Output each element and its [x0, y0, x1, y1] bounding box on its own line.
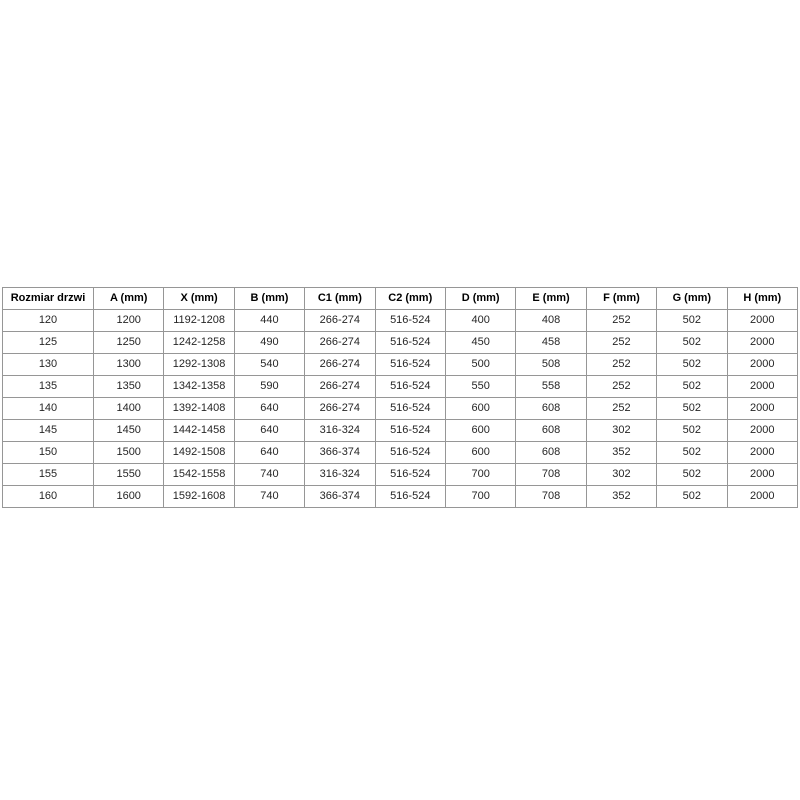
- table-cell: 608: [516, 398, 586, 420]
- table-cell: 1292-1308: [164, 354, 234, 376]
- table-cell: 1442-1458: [164, 420, 234, 442]
- table-cell: 1542-1558: [164, 464, 234, 486]
- table-cell: 540: [234, 354, 304, 376]
- table-cell: 450: [445, 332, 515, 354]
- table-cell: 516-524: [375, 398, 445, 420]
- table-cell: 516-524: [375, 486, 445, 508]
- table-cell: 150: [3, 442, 94, 464]
- column-header: F (mm): [586, 288, 656, 310]
- table-cell: 316-324: [305, 464, 375, 486]
- table-head: [3, 288, 798, 310]
- column-header: X (mm): [164, 288, 234, 310]
- table-cell: 266-274: [305, 332, 375, 354]
- table-row: [3, 332, 798, 354]
- table-cell: 2000: [727, 442, 797, 464]
- table-cell: 1592-1608: [164, 486, 234, 508]
- column-header: G (mm): [657, 288, 727, 310]
- table-cell: 1450: [94, 420, 164, 442]
- table-cell: 740: [234, 486, 304, 508]
- table-cell: 2000: [727, 486, 797, 508]
- table-cell: 252: [586, 354, 656, 376]
- table-cell: 352: [586, 442, 656, 464]
- table-cell: 155: [3, 464, 94, 486]
- column-header: C1 (mm): [305, 288, 375, 310]
- table-row: [3, 420, 798, 442]
- table-cell: 640: [234, 420, 304, 442]
- table-cell: 640: [234, 398, 304, 420]
- table-header-row: [3, 288, 798, 310]
- table-row: [3, 442, 798, 464]
- table-cell: 608: [516, 420, 586, 442]
- table-cell: 502: [657, 398, 727, 420]
- door-size-table: [2, 287, 798, 508]
- table-cell: 266-274: [305, 398, 375, 420]
- table-cell: 1550: [94, 464, 164, 486]
- table-cell: 502: [657, 486, 727, 508]
- table-cell: 2000: [727, 332, 797, 354]
- table-cell: 266-274: [305, 310, 375, 332]
- table-row: [3, 310, 798, 332]
- table-cell: 516-524: [375, 354, 445, 376]
- table-cell: 1400: [94, 398, 164, 420]
- table-cell: 700: [445, 464, 515, 486]
- table-cell: 302: [586, 420, 656, 442]
- table-cell: 135: [3, 376, 94, 398]
- table-cell: 440: [234, 310, 304, 332]
- table-cell: 502: [657, 420, 727, 442]
- table-cell: 558: [516, 376, 586, 398]
- table-cell: 302: [586, 464, 656, 486]
- table-cell: 502: [657, 310, 727, 332]
- table-cell: 130: [3, 354, 94, 376]
- table-cell: 145: [3, 420, 94, 442]
- table-cell: 125: [3, 332, 94, 354]
- table-cell: 1492-1508: [164, 442, 234, 464]
- column-header: Rozmiar drzwi: [3, 288, 94, 310]
- table-cell: 600: [445, 398, 515, 420]
- column-header: H (mm): [727, 288, 797, 310]
- column-header: E (mm): [516, 288, 586, 310]
- table-cell: 252: [586, 310, 656, 332]
- table-cell: 502: [657, 376, 727, 398]
- table-cell: 502: [657, 332, 727, 354]
- table-cell: 490: [234, 332, 304, 354]
- table-cell: 516-524: [375, 420, 445, 442]
- table-cell: 500: [445, 354, 515, 376]
- table-cell: 316-324: [305, 420, 375, 442]
- table-cell: 2000: [727, 376, 797, 398]
- table-cell: 1342-1358: [164, 376, 234, 398]
- table-cell: 1242-1258: [164, 332, 234, 354]
- table-cell: 1500: [94, 442, 164, 464]
- table-cell: 408: [516, 310, 586, 332]
- table-cell: 458: [516, 332, 586, 354]
- table-cell: 1350: [94, 376, 164, 398]
- table-cell: 140: [3, 398, 94, 420]
- table-cell: 608: [516, 442, 586, 464]
- table-cell: 700: [445, 486, 515, 508]
- table-cell: 600: [445, 420, 515, 442]
- table-cell: 550: [445, 376, 515, 398]
- table-cell: 2000: [727, 420, 797, 442]
- column-header: C2 (mm): [375, 288, 445, 310]
- table-cell: 740: [234, 464, 304, 486]
- table-cell: 708: [516, 486, 586, 508]
- table-cell: 252: [586, 398, 656, 420]
- table-cell: 352: [586, 486, 656, 508]
- table-cell: 516-524: [375, 464, 445, 486]
- table-cell: 366-374: [305, 442, 375, 464]
- table-row: [3, 398, 798, 420]
- table-cell: 2000: [727, 310, 797, 332]
- table-cell: 252: [586, 332, 656, 354]
- table-cell: 160: [3, 486, 94, 508]
- column-header: B (mm): [234, 288, 304, 310]
- table-cell: 400: [445, 310, 515, 332]
- table-cell: 708: [516, 464, 586, 486]
- table-cell: 1192-1208: [164, 310, 234, 332]
- table-cell: 1392-1408: [164, 398, 234, 420]
- column-header: D (mm): [445, 288, 515, 310]
- table-cell: 1250: [94, 332, 164, 354]
- table-cell: 266-274: [305, 354, 375, 376]
- table-cell: 2000: [727, 354, 797, 376]
- table-cell: 2000: [727, 464, 797, 486]
- table-row: [3, 354, 798, 376]
- table-cell: 590: [234, 376, 304, 398]
- table-cell: 600: [445, 442, 515, 464]
- table-cell: 1600: [94, 486, 164, 508]
- column-header: A (mm): [94, 288, 164, 310]
- table-cell: 516-524: [375, 376, 445, 398]
- table-row: [3, 486, 798, 508]
- table-cell: 366-374: [305, 486, 375, 508]
- table-cell: 2000: [727, 398, 797, 420]
- table-cell: 516-524: [375, 332, 445, 354]
- table-row: [3, 464, 798, 486]
- table-cell: 640: [234, 442, 304, 464]
- table-cell: 266-274: [305, 376, 375, 398]
- table-cell: 502: [657, 442, 727, 464]
- table-cell: 1300: [94, 354, 164, 376]
- table-cell: 252: [586, 376, 656, 398]
- table-cell: 502: [657, 354, 727, 376]
- table-cell: 516-524: [375, 442, 445, 464]
- table-cell: 516-524: [375, 310, 445, 332]
- table-body: [3, 310, 798, 508]
- table-cell: 508: [516, 354, 586, 376]
- table-cell: 1200: [94, 310, 164, 332]
- table-cell: 502: [657, 464, 727, 486]
- table-row: [3, 376, 798, 398]
- table-cell: 120: [3, 310, 94, 332]
